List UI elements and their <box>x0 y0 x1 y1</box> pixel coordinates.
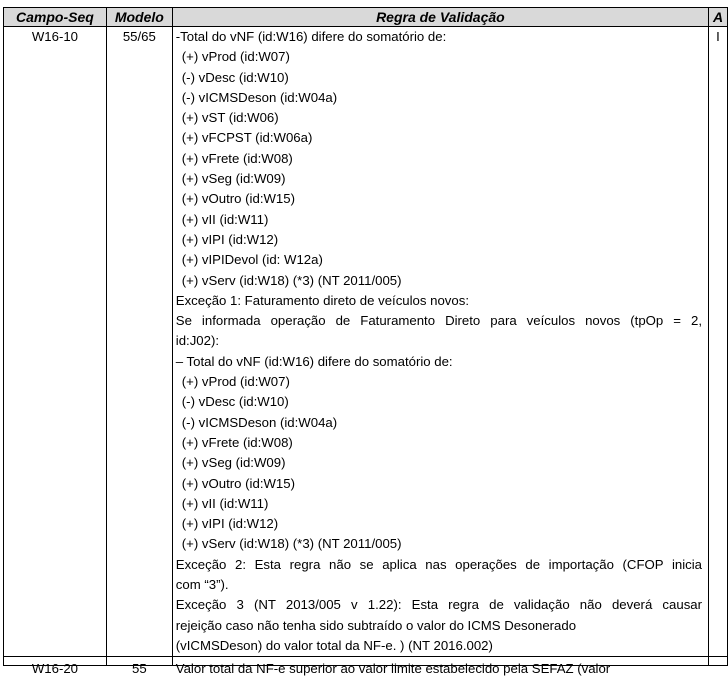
modelo-cell: 55 <box>106 657 172 666</box>
rule-line: (vICMSDeson) do valor total da NF-e. ) (NT 2016.002) <box>175 637 493 653</box>
rule-line: (+) vFCPST (id:W06a) <box>181 130 313 146</box>
rule-line: (+) vII (id:W11) <box>181 211 269 227</box>
modelo-cell: 55/65 <box>106 27 172 657</box>
rule-line: (+) vIPI (id:W12) <box>181 231 279 247</box>
rule-line: Exceção 3 (NT 2013/005 v 1.22): Esta regra de validação não deverá causar <box>175 597 703 613</box>
table-header-row <box>4 8 728 27</box>
col4-cell <box>709 657 728 666</box>
rule-line: (-) vICMSDeson (id:W04a) <box>181 414 338 430</box>
rule-line: (+) vSeg (id:W09) <box>181 171 286 187</box>
rule-line: id:J02): <box>175 333 220 349</box>
rule-line: – Total do vNF (id:W16) difere do somatório de: <box>175 353 453 369</box>
rule-line: (-) vDesc (id:W10) <box>181 394 289 410</box>
table-row <box>4 657 728 666</box>
rule-line: (+) vServ (id:W18) (*3) (NT 2011/005) <box>181 536 402 552</box>
rule-line: (+) vFrete (id:W08) <box>181 434 293 450</box>
rule-line: (+) vServ (id:W18) (*3) (NT 2011/005) <box>181 272 402 288</box>
rule-line: (+) vIPIDevol (id: W12a) <box>181 252 323 268</box>
rule-line: (+) vSeg (id:W09) <box>181 455 286 471</box>
rule-line: (+) vST (id:W06) <box>181 110 279 126</box>
col4-cell: I <box>709 27 728 657</box>
validation-rules-table <box>3 7 728 677</box>
rule-line: rejeição caso não tenha sido subtraído o valor do ICMS Desonerado <box>175 617 577 633</box>
header-campo-seq: Campo-Seq <box>4 8 107 27</box>
header-regra-validacao: Regra de Validação <box>172 8 708 27</box>
rule-line: (+) vProd (id:W07) <box>181 49 290 65</box>
rule-line: (-) vICMSDeson (id:W04a) <box>181 89 338 105</box>
header-modelo: Modelo <box>106 8 172 27</box>
header-col4: A <box>709 8 728 27</box>
rule-line: -Total do vNF (id:W16) difere do somatório de: <box>175 29 447 44</box>
rule-line: Se informada operação de Faturamento Direto para veículos novos (tpOp = 2, <box>175 313 703 329</box>
campo-seq-cell: W16-20 <box>4 657 107 666</box>
rule-line: (+) vProd (id:W07) <box>181 374 290 390</box>
rule-line: Exceção 1: Faturamento direto de veículos novos: <box>175 292 469 308</box>
rule-line: (+) vOutro (id:W15) <box>181 191 295 207</box>
campo-seq-cell: W16-10 <box>4 27 107 657</box>
rule-line: com “3”). <box>175 577 229 593</box>
rule-line: (+) vOutro (id:W15) <box>181 475 295 491</box>
rule-line: (-) vDesc (id:W10) <box>181 69 289 85</box>
rule-line: (+) vIPI (id:W12) <box>181 516 279 532</box>
rule-line: (+) vII (id:W11) <box>181 495 269 511</box>
rule-cell: Valor total da NF-e superior ao valor limite estabelecido pela SEFAZ (valor <box>172 657 708 666</box>
rule-cell <box>172 27 708 657</box>
rule-line: (+) vFrete (id:W08) <box>181 150 293 166</box>
table-row <box>4 27 728 657</box>
rule-line: Exceção 2: Esta regra não se aplica nas operações de importação (CFOP inicia <box>175 556 703 572</box>
rule-lines <box>173 27 708 656</box>
